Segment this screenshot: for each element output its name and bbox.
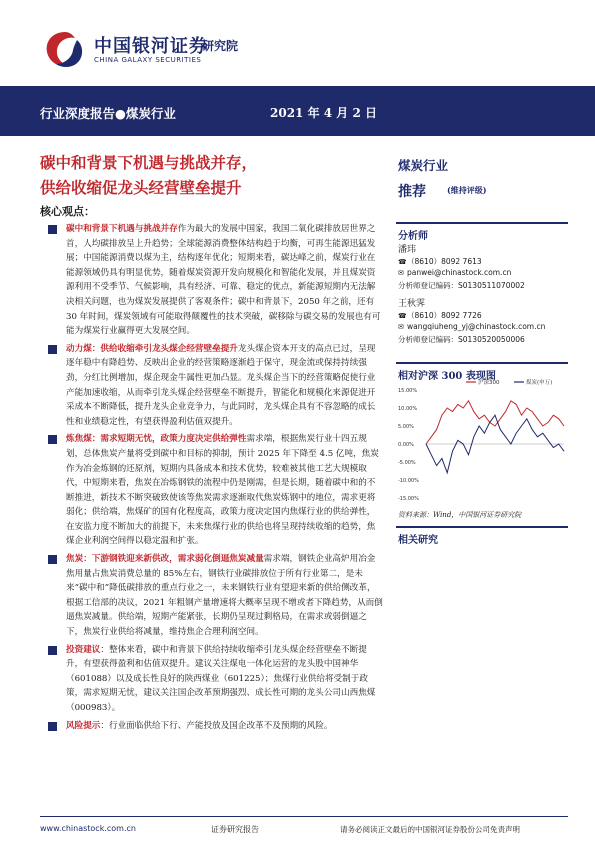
core-views-label: 核心观点： [40, 205, 95, 218]
footer-divider [40, 816, 568, 817]
sidebar-divider [396, 222, 568, 224]
analyst-1-email: ✉ panwei@chinastock.com.cn [398, 268, 512, 277]
paragraph-investment-advice [40, 643, 383, 716]
analyst-2-phone: ☎（8610）8092 7726 [398, 311, 482, 320]
y-tick-label: -15.00% [398, 496, 419, 502]
footer-website: www.chinastock.com.cn [40, 824, 136, 833]
paragraph-text: 龙头煤企资本开支的高点已过，呈现逐年稳中有降趋势、反映出企业的经营策略逐渐趋于保守，现金流或保持持续强劲，分红比例增加，煤企现金牛属性更加凸显。龙头煤企当下的经营策略促使行业产能加速收缩，从而牵引龙头煤企经营壁垒不断提升，智能化和规模化来源促进开采成本不断降低，提升龙头企业竞争力，与此同时，龙头煤企具有不容忽略的成长性和业绩稳定性，有望获得盈利估值双提升。 [66, 343, 376, 427]
phone-icon: ☎ [398, 312, 407, 320]
report-date: 2021 年 4 月 2 日 [270, 106, 377, 120]
logo-chinese-name: 中国银河证券 [94, 36, 208, 57]
analyst-2-cert: 分析师登记编码：S0130520050006 [398, 335, 525, 344]
bullet-square-icon [48, 722, 57, 731]
paragraph-text: 需求端，根据焦炭行业十四五规划，总体焦炭产量将受到碳中和目标的抑制，预计 2025 年下降至 4.5 亿吨，焦炭作为冶金炼钢的还原剂，短期内具备成本和技术优势，较难被其他工艺大规模取代，中短期来看，焦炭在冶炼钢铁的流程中仍是刚需，但是长期，随着碳中和的不断推进，新技术不断突破致使该等焦炭需求逐渐取代焦炭炼钢中的地位，需求更将弱化；供给端，焦煤矿的国有化程度高，政策力度决定国内焦煤行业的供给弹性，在安监力度不断加大的前提下，未来焦煤行业的供给也将呈现持续收缩的趋势，焦煤企业利润空间得以稳定温和扩张。 [66, 434, 379, 547]
email-icon: ✉ [398, 323, 404, 331]
sidebar-divider [396, 362, 568, 364]
report-banner [0, 86, 595, 136]
analyst-2-email: ✉ wangqiuheng_yj@chinastock.com.cn [398, 322, 546, 331]
paragraph-highlight: 风险提示 [66, 720, 101, 731]
paragraph-thermal-coal [40, 342, 383, 430]
related-research-heading: 相关研究 [398, 535, 438, 546]
analyst-1-name: 潘玮 [398, 245, 417, 255]
paragraph-carbon-neutral [40, 222, 383, 339]
report-title [40, 150, 370, 200]
legend-label: 煤炭(申万) [526, 380, 553, 386]
relative-performance-chart [396, 376, 568, 506]
paragraph-highlight: 碳中和背景下机遇与挑战并存 [66, 224, 178, 234]
series-line [426, 401, 564, 444]
y-tick-label: -10.00% [398, 478, 419, 484]
paragraph-coke [40, 552, 383, 640]
title-line-2: 供给收缩促龙头经营壁垒提升 [40, 178, 242, 197]
email-icon: ✉ [398, 269, 404, 277]
chart-source: 资料来源：Wind，中国银河证券研究院 [398, 511, 522, 519]
paragraph-text: 需求端，钢铁企业高炉用冶金焦用量占焦炭消费总量的 85%左右，钢铁行业碳排放位于所有行业第二，是未来“碳中和”降低碳排放的重点行业之一，未来钢铁行业有望迎来新的供给侧改革，根据工信部的决议，2021 年粗钢产量增速将大概率呈现不增或者下降趋势，从而倒逼焦炭减量。供给端，短期产能紧张，长期仍呈现过剩格局，在需求或弱倒逼之下，焦炭行业供给将减量，维持焦企合理利润空间。 [66, 554, 383, 638]
y-tick-label: -5.00% [398, 460, 416, 466]
y-tick-label: 15.00% [398, 388, 418, 394]
paragraph-text: ：行业面临供给下行、产能投放及国企改革不及预期的风险。 [100, 720, 333, 731]
rating: 推荐 [398, 184, 426, 200]
bullet-square-icon [48, 555, 57, 564]
paragraph-text: 作为最大的发展中国家，我国二氧化碳排放居世界之首，人均碳排放呈上升趋势；全球能源消费整体结构趋于均衡，可再生能源迅猛发展；中国能源消费以煤为主，结构逐年优化；短期来看，碳达峰之前，煤炭行业在能源领域仍具有明显优势，随着煤炭资源开发向规模化和智能化发展，并且煤炭资源利用不受季节、气候影响，具有经济、可靠、稳定的优点，新能源短期内无法解决相关问题，也为煤炭发展提供了客观条件；碳中和背景下，2050 年之前，还有 30 年时间，煤炭领域有可能取得颠覆性的技术突破，碳移除与碳交易的发展也有可能为煤炭行业赢得更大发展空间。 [66, 224, 381, 337]
core-views-body [40, 222, 383, 736]
galaxy-logo-icon [42, 28, 88, 72]
paragraph-highlight: 炼焦煤：需求短期无忧，政策力度决定供给弹性 [66, 434, 247, 445]
logo-subtitle: 研究院 [202, 39, 239, 53]
company-logo [42, 28, 342, 72]
chart-heading: 相对沪深 300 表现图 [398, 371, 496, 382]
paragraph-highlight: 动力煤：供给收缩牵引龙头煤企经营壁垒提升 [66, 343, 238, 354]
title-line-1: 碳中和背景下机遇与挑战并存， [40, 153, 258, 172]
y-tick-label: 0.00% [398, 442, 414, 448]
paragraph-highlight: 焦炭：下游钢铁迎来新供改，需求弱化倒逼焦炭减量 [66, 554, 264, 565]
footer-report-type: 证券研究报告 [211, 825, 259, 834]
analyst-1-cert: 分析师登记编码：S0130511070002 [398, 281, 525, 290]
y-tick-label: 5.00% [398, 424, 414, 430]
bullet-square-icon [48, 646, 57, 655]
bullet-square-icon [48, 435, 57, 444]
report-type: 行业深度报告●煤炭行业 [40, 106, 176, 121]
rating-note: (维持评级) [447, 185, 487, 195]
sector-name: 煤炭行业 [398, 158, 449, 173]
bullet-square-icon [48, 225, 57, 234]
analyst-2-name: 王秋霁 [398, 299, 426, 309]
sidebar-divider [396, 526, 568, 528]
paragraph-text: ：整体来看，碳中和背景下供给持续收缩牵引龙头煤企经营壁垒不断提升，有望获得盈利和估值双提升。建议关注煤电一体化运营的龙头股中国神华（601088）以及成长性良好的陕西煤业（601225）；焦煤行业供给将受制于政策，需求短期无忧，建议关注国企改革预期强烈、成长性可期的龙头公司山西焦煤（000983）。 [66, 644, 376, 713]
logo-english-name: CHINA GALAXY SECURITIES [94, 56, 202, 64]
analyst-heading: 分析师 [398, 231, 428, 242]
paragraph-coking-coal [40, 432, 383, 549]
legend-label: 沪深300 [478, 380, 500, 386]
phone-icon: ☎ [398, 258, 407, 266]
y-tick-label: 10.00% [398, 406, 418, 412]
paragraph-highlight: 投资建议 [66, 644, 101, 655]
paragraph-risk [40, 719, 383, 734]
bullet-square-icon [48, 345, 57, 354]
footer-disclaimer: 请务必阅读正文最后的中国银河证券股份公司免责声明 [340, 825, 520, 834]
analyst-1-phone: ☎（8610）8092 7613 [398, 257, 482, 266]
